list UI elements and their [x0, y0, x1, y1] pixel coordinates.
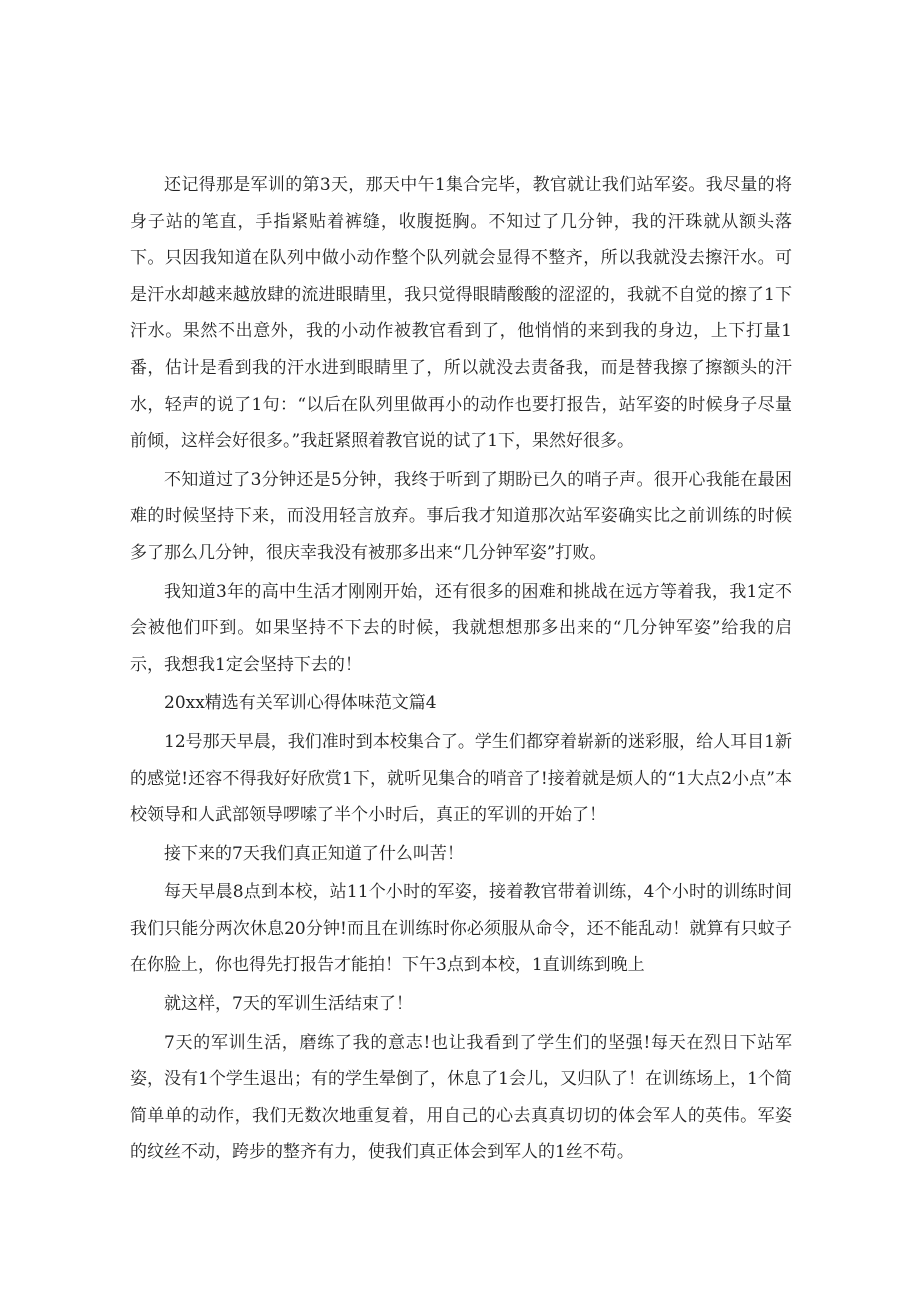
- paragraph: 每天早晨8点到本校，站11个小时的军姿，接着教官带着训练，4个小时的训练时间我们只能分两次休息20分钟!而且在训练时你必须服从命令，还不能乱动！就算有只蚊子在你脸上，你也得先打报告才能拍！下午3点到本校，1直训练到晚上: [130, 882, 792, 976]
- paragraph: 12号那天早晨，我们准时到本校集合了。学生们都穿着崭新的迷彩服，给人耳目1新的感觉!还容不得我好好欣赏1下，就听见集合的哨音了!接着就是烦人的“1大点2小点”本校领导和人武部领导啰嗦了半个小时后，真正的军训的开始了！: [130, 731, 792, 826]
- paragraph: 就这样，7天的军训生活结束了！: [164, 994, 413, 1015]
- paragraph: 不知道过了3分钟还是5分钟，我终于听到了期盼已久的哨子声。很开心我能在最困难的时候坚持下来，而没用轻言放弃。事后我才知道那次站军姿确实比之前训练的时候多了那么几分钟，很庆幸我没有被那多出来“几分钟军姿”打败。: [130, 469, 792, 563]
- paragraph: 接下来的7天我们真正知道了什么叫苦！: [164, 843, 464, 864]
- paragraph: 我知道3年的高中生活才刚刚开始，还有很多的困难和挑战在远方等着我，我1定不会被他们吓到。如果坚持不下去的时候，我就想想那多出来的“几分钟军姿”给我的启示，我想我1定会坚持下去的！: [130, 581, 792, 675]
- paragraph: 还记得那是军训的第3天，那天中午1集合完毕，教官就让我们站军姿。我尽量的将身子站的笔直，手指紧贴着裤缝，收腹挺胸。不知过了几分钟，我的汗珠就从额头落下。只因我知道在队列中做小动作整个队列就会显得不整齐，所以我就没去擦汗水。可是汗水却越来越放肆的流进眼睛里，我只觉得眼睛酸酸的涩涩的，我就不自觉的擦了1下汗水。果然不出意外，我的小动作被教官看到了，他悄悄的来到我的身边，上下打量1番，估计是看到我的汗水进到眼睛里了，所以就没去责备我，而是替我擦了擦额头的汗水，轻声的说了1句：“以后在队列里做再小的动作也要打报告，站军姿的时候身子尽量前倾，这样会好很多。”我赶紧照着教官说的试了1下，果然好很多。: [130, 175, 792, 452]
- paragraph: 7天的军训生活，磨练了我的意志!也让我看到了学生们的坚强!每天在烈日下站军姿，没有1个学生退出；有的学生晕倒了，休息了1会儿，又归队了！在训练场上，1个简简单单的动作，我们无数次地重复着，用自己的心去真真切切的体会军人的英伟。军姿的纹丝不动，跨步的整齐有力，使我们真正体会到军人的1丝不苟。: [130, 1032, 792, 1163]
- section-heading: 20xx精选有关军训心得体味范文篇4: [164, 693, 437, 714]
- document-page: [130, 167, 792, 1171]
